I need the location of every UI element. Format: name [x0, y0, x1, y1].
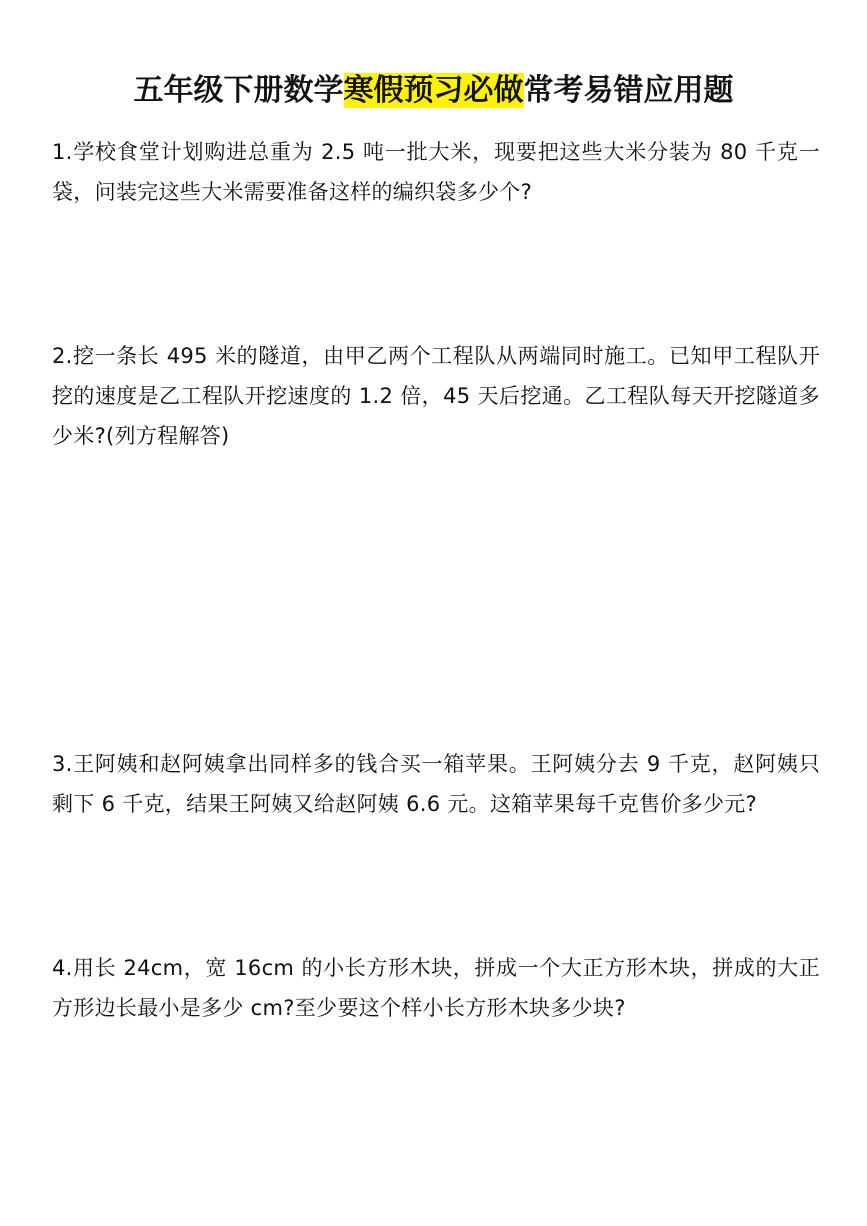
- question-4: 4.用长 24cm，宽 16cm 的小长方形木块，拼成一个大正方形木块，拼成的大正方形边长最小是多少 cm?至少要这个样小长方形木块多少块?: [52, 956, 820, 1020]
- title-prefix: 五年级下册数学: [133, 73, 344, 108]
- question-3: 3.王阿姨和赵阿姨拿出同样多的钱合买一箱苹果。王阿姨分去 9 千克，赵阿姨只剩下 6 千克，结果王阿姨又给赵阿姨 6.6 元。这箱苹果每千克售价多少元?: [52, 752, 820, 816]
- title-highlight: 寒假预习必做: [343, 73, 524, 108]
- question-1: 1.学校食堂计划购进总重为 2.5 吨一批大米，现要把这些大米分装为 80 千克一袋，问装完这些大米需要准备这样的编织袋多少个?: [52, 140, 820, 204]
- title-suffix: 常考易错应用题: [523, 73, 734, 108]
- page-title: [0, 70, 867, 112]
- question-2: 2.挖一条长 495 米的隧道，由甲乙两个工程队从两端同时施工。已知甲工程队开挖的速度是乙工程队开挖速度的 1.2 倍，45 天后挖通。乙工程队每天开挖隧道多少米?(列方程解答): [52, 344, 820, 448]
